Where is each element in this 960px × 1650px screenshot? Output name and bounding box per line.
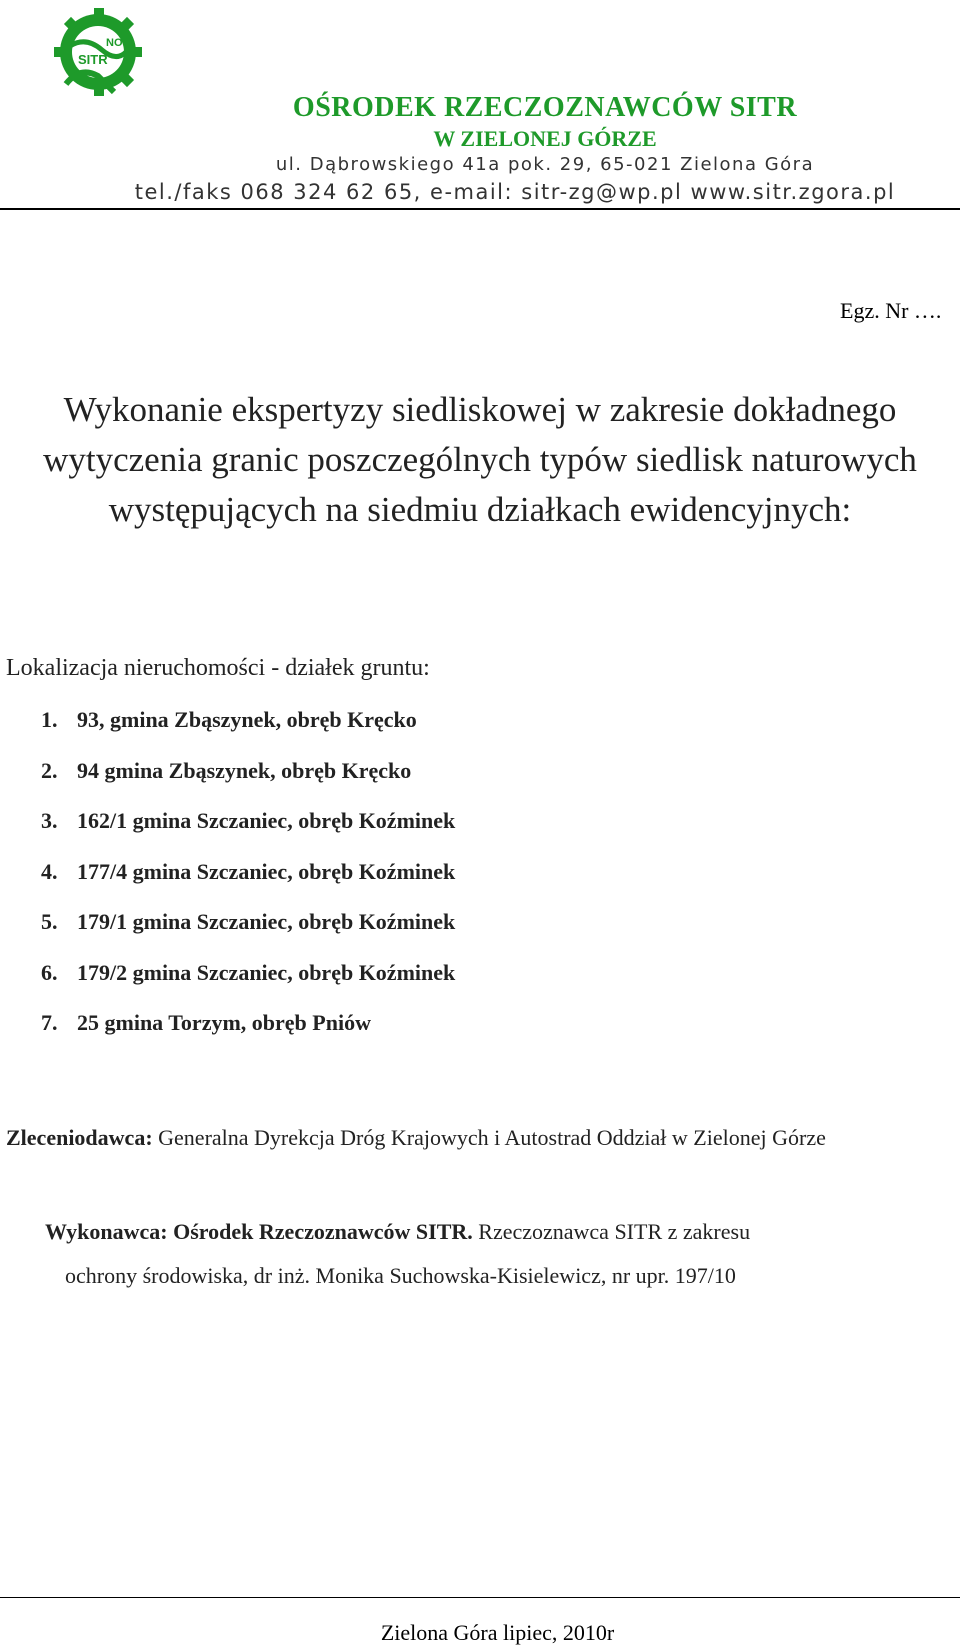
plot-item: 3. 162/1 gmina Szczaniec, obręb Koźminek xyxy=(41,808,456,833)
contractor-role: Rzeczoznawca SITR z zakresu xyxy=(478,1219,751,1244)
logo-not-text: NOT xyxy=(106,37,130,49)
client-line xyxy=(6,1125,826,1151)
plot-item: 1. 93, gmina Zbąszynek, obręb Kręcko xyxy=(41,707,417,732)
plot-item: 5. 179/1 gmina Szczaniec, obręb Koźminek xyxy=(41,909,456,934)
plot-item: 2. 94 gmina Zbąszynek, obręb Kręcko xyxy=(41,757,412,783)
org-city: W ZIELONEJ GÓRZE xyxy=(433,126,657,151)
contractor-block xyxy=(45,1210,750,1298)
org-name: OŚRODEK RZECZOZNAWCÓW SITR xyxy=(292,92,798,123)
footer-divider xyxy=(0,1597,960,1598)
org-contact: tel./faks 068 324 62 65, e-mail: sitr-zg@wp.pl www.sitr.zgora.pl xyxy=(134,180,896,204)
plot-item: 7. 25 gmina Torzym, obręb Pniów xyxy=(41,1010,371,1035)
contractor-label: Wykonawca: Ośrodek Rzeczoznawców SITR. xyxy=(45,1219,473,1244)
org-address: ul. Dąbrowskiego 41a pok. 29, 65-021 Zielona Góra xyxy=(275,154,815,175)
client-label: Zleceniodawca: xyxy=(6,1125,153,1150)
contractor-line-1 xyxy=(45,1210,750,1254)
sitr-not-logo xyxy=(40,6,148,106)
plot-item: 4. 177/4 gmina Szczaniec, obręb Koźminek xyxy=(41,858,456,884)
document-title xyxy=(0,385,960,535)
document-title-text: Wykonanie ekspertyzy siedliskowej w zakresie dokładnego wytyczenia granic poszczególnych typów siedlisk naturowych występujących na siedmiu działkach ewidencyjnych: xyxy=(43,390,917,529)
contractor-line-2: ochrony środowiska, dr inż. Monika Suchowska-Kisielewicz, nr upr. 197/10 xyxy=(65,1263,736,1288)
copy-number: Egz. Nr …. xyxy=(840,298,942,323)
plot-list xyxy=(41,707,455,1061)
logo-sitr-text: SITR xyxy=(78,52,108,67)
location-heading: Lokalizacja nieruchomości - działek gruntu: xyxy=(6,655,430,681)
client-value: Generalna Dyrekcja Dróg Krajowych i Autostrad Oddział w Zielonej Górze xyxy=(158,1125,826,1150)
header-divider xyxy=(0,208,960,210)
place-date: Zielona Góra lipiec, 2010r xyxy=(380,1620,615,1645)
plot-item: 6. 179/2 gmina Szczaniec, obręb Koźminek xyxy=(41,959,456,985)
